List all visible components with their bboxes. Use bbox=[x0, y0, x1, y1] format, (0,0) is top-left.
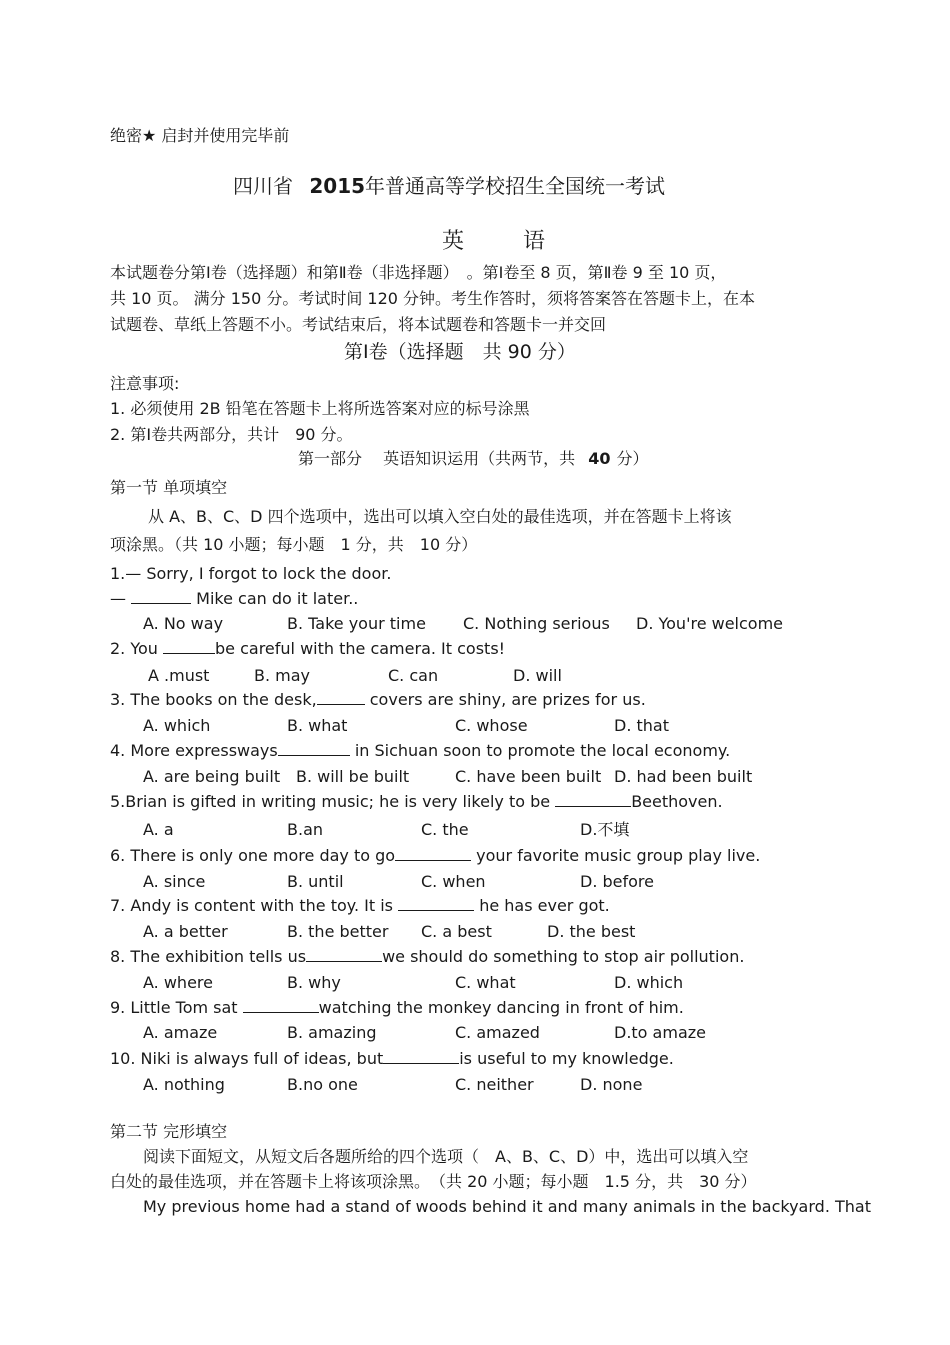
answer-blank bbox=[383, 1049, 459, 1064]
q10-option-a: A. nothing bbox=[143, 1075, 225, 1094]
note-2: 2. 第Ⅰ卷共两部分，共计 90 分。 bbox=[110, 425, 353, 444]
question-8-stem: 8. The exhibition tells us we should do something to stop air pollution. bbox=[110, 947, 745, 966]
q8-option-c: C. what bbox=[455, 973, 516, 992]
q2-option-b: B. may bbox=[254, 666, 311, 685]
answer-blank bbox=[131, 589, 191, 604]
section-title-points: 40 bbox=[588, 449, 611, 468]
question-5-stem: 5.Brian is gifted in writing music; he is very likely to be Beethoven. bbox=[110, 792, 723, 811]
q10-option-c: C. neither bbox=[455, 1075, 534, 1094]
section2-instruction-1: 阅读下面短文，从短文后各题所给的四个选项（ A、B、C、D）中，选出可以填入空 bbox=[143, 1147, 749, 1166]
q7-option-d: D. the best bbox=[547, 922, 636, 941]
section1-instruction-1: 从 A、B、C、D 四个选项中，选出可以填入空白处的最佳选项，并在答题卡上将该 bbox=[148, 507, 732, 526]
q9-option-b: B. amazing bbox=[287, 1023, 377, 1042]
exam-title-suffix: 年普通高等学校招生全国统一考试 bbox=[365, 174, 666, 198]
q5-option-d: D.不填 bbox=[580, 820, 630, 839]
q10-option-d: D. none bbox=[580, 1075, 643, 1094]
intro-line-1: 本试题卷分第Ⅰ卷（选择题）和第Ⅱ卷（非选择题） 。第Ⅰ卷至 8 页，第Ⅱ卷 9 至 10 页， bbox=[110, 263, 727, 282]
q10-option-b: B.no one bbox=[287, 1075, 358, 1094]
q3-option-c: C. whose bbox=[455, 716, 528, 735]
q1-option-a: A. No way bbox=[143, 614, 224, 633]
question-6-stem: 6. There is only one more day to go your favorite music group play live. bbox=[110, 846, 761, 865]
exam-title bbox=[233, 173, 665, 199]
question-1-stem: 1.— Sorry, I forgot to lock the door. bbox=[110, 564, 392, 583]
q5-option-b: B.an bbox=[287, 820, 324, 839]
question-9-stem: 9. Little Tom sat watching the monkey dancing in front of him. bbox=[110, 998, 684, 1017]
exam-title-year: 2015 bbox=[309, 174, 366, 198]
answer-blank bbox=[317, 690, 365, 705]
question-4-stem: 4. More expressways in Sichuan soon to promote the local economy. bbox=[110, 741, 731, 760]
note-1: 1. 必须使用 2B 铅笔在答题卡上将所选答案对应的标号涂黑 bbox=[110, 399, 530, 418]
q9-option-a: A. amaze bbox=[143, 1023, 218, 1042]
q6-option-d: D. before bbox=[580, 872, 654, 891]
notes-title: 注意事项: bbox=[110, 374, 180, 393]
q6-option-c: C. when bbox=[421, 872, 486, 891]
subject-title: 英 语 bbox=[442, 229, 571, 254]
q2-option-d: D. will bbox=[513, 666, 562, 685]
section1-title: 第一节 单项填空 bbox=[110, 478, 228, 497]
q4-option-b: B. will be built bbox=[296, 767, 410, 786]
question-1-stem-2: — Mike can do it later.. bbox=[110, 589, 359, 608]
part1-title: 第Ⅰ卷（选择题 共 90 分） bbox=[344, 341, 576, 363]
q9-option-c: C. amazed bbox=[455, 1023, 540, 1042]
q6-option-b: B. until bbox=[287, 872, 344, 891]
answer-blank bbox=[306, 947, 382, 962]
intro-line-3: 试题卷、草纸上答题不小。考试结束后，将本试题卷和答题卡一并交回 bbox=[110, 315, 607, 334]
answer-blank bbox=[555, 792, 631, 807]
q9-option-d: D.to amaze bbox=[614, 1023, 706, 1042]
q8-option-b: B. why bbox=[287, 973, 341, 992]
q4-option-d: D. had been built bbox=[614, 767, 753, 786]
q6-option-a: A. since bbox=[143, 872, 206, 891]
question-10-stem: 10. Niki is always full of ideas, but is useful to my knowledge. bbox=[110, 1049, 674, 1068]
section-title-prefix: 第一部分 英语知识运用（共两节，共 bbox=[298, 449, 576, 468]
q3-option-b: B. what bbox=[287, 716, 348, 735]
intro-line-2: 共 10 页。 满分 150 分。考试时间 120 分钟。考生作答时，须将答案答在答题卡上，在本 bbox=[110, 289, 756, 308]
q7-option-a: A. a better bbox=[143, 922, 228, 941]
q3-option-d: D. that bbox=[614, 716, 669, 735]
q8-option-d: D. which bbox=[614, 973, 684, 992]
q1-option-c: C. Nothing serious bbox=[463, 614, 610, 633]
q5-option-a: A. a bbox=[143, 820, 174, 839]
q2-option-a: A .must bbox=[148, 666, 210, 685]
passage-first-line: My previous home had a stand of woods behind it and many animals in the backyard. That bbox=[143, 1197, 871, 1216]
q3-option-a: A. which bbox=[143, 716, 211, 735]
q4-option-c: C. have been built bbox=[455, 767, 602, 786]
q4-option-a: A. are being built bbox=[143, 767, 281, 786]
answer-blank bbox=[398, 896, 474, 911]
q2-option-c: C. can bbox=[388, 666, 439, 685]
q7-option-c: C. a best bbox=[421, 922, 492, 941]
answer-blank bbox=[163, 639, 215, 654]
exam-title-prefix: 四川省 bbox=[233, 174, 293, 198]
q7-option-b: B. the better bbox=[287, 922, 389, 941]
q1-option-d: D. You're welcome bbox=[636, 614, 784, 633]
answer-blank bbox=[243, 998, 319, 1013]
q8-option-a: A. where bbox=[143, 973, 213, 992]
secret-label: 绝密★ 启封并使用完毕前 bbox=[110, 126, 290, 145]
question-2-stem: 2. You be careful with the camera. It costs! bbox=[110, 639, 506, 658]
q5-option-c: C. the bbox=[421, 820, 469, 839]
answer-blank bbox=[395, 846, 471, 861]
section-title-suffix: 分） bbox=[616, 449, 649, 468]
section1-instruction-2: 项涂黑。（共 10 小题；每小题 1 分，共 10 分） bbox=[110, 535, 478, 554]
q1-option-b: B. Take your time bbox=[287, 614, 426, 633]
part1-section-title bbox=[298, 449, 648, 469]
answer-blank bbox=[278, 741, 350, 756]
question-3-stem: 3. The books on the desk, covers are shiny, are prizes for us. bbox=[110, 690, 646, 709]
section2-instruction-2: 白处的最佳选项，并在答题卡上将该项涂黑。 （共 20 小题；每小题 1.5 分，共 30 分） bbox=[110, 1172, 757, 1191]
question-7-stem: 7. Andy is content with the toy. It is he has ever got. bbox=[110, 896, 610, 915]
section2-title: 第二节 完形填空 bbox=[110, 1122, 228, 1141]
